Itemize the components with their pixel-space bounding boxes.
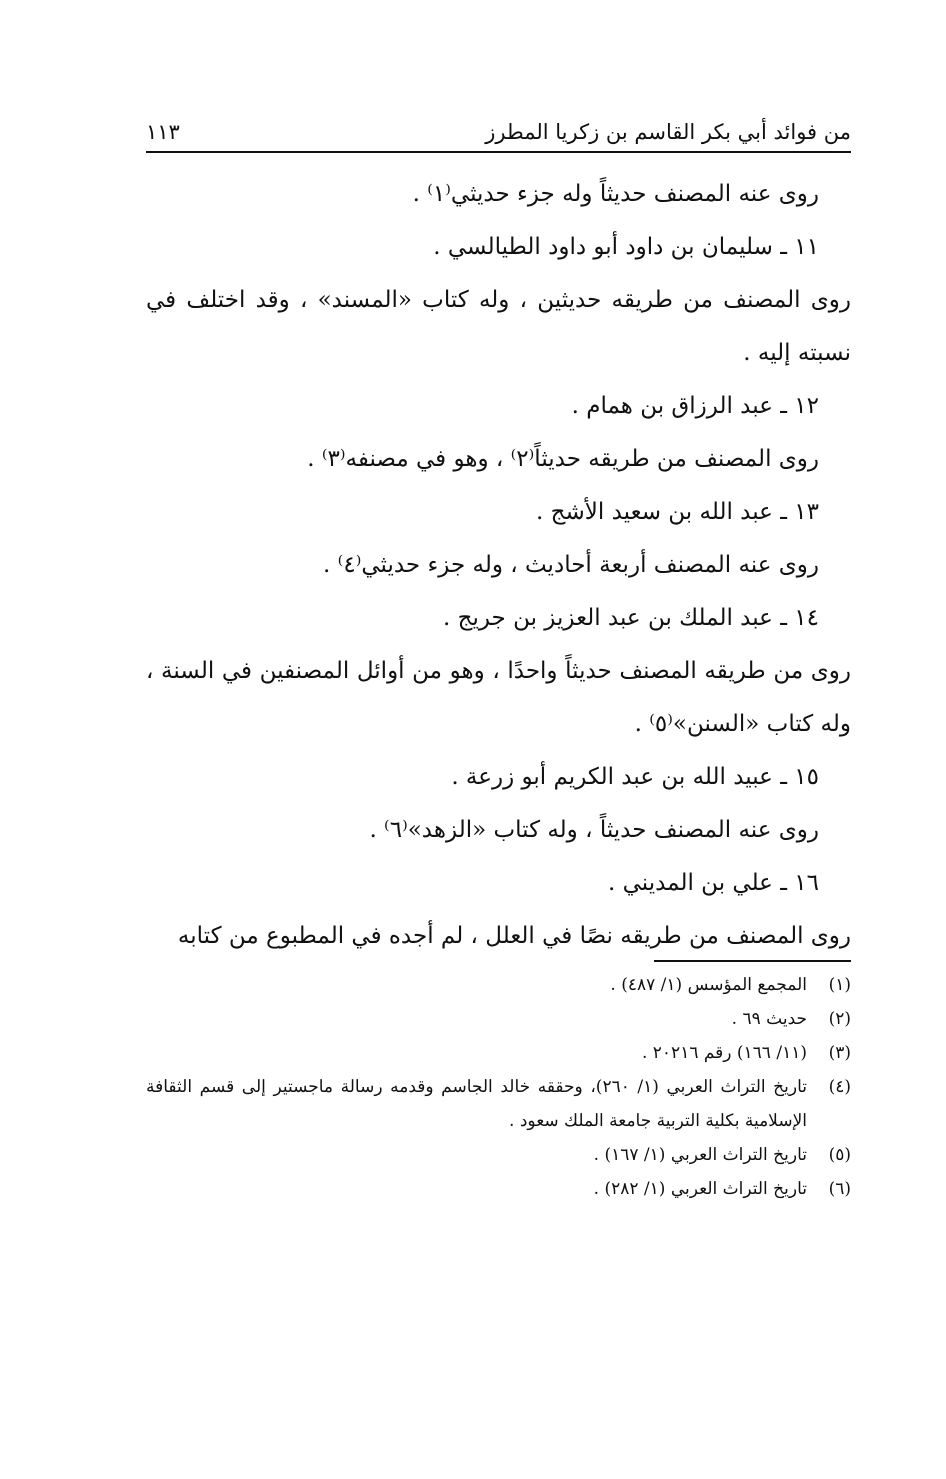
footnote-text: المجمع المؤسس (١/ ٤٨٧) . bbox=[610, 975, 807, 995]
footnote-number: (٣) bbox=[828, 1043, 851, 1063]
paragraph: روى عنه المصنف حديثاً وله جزء حديثي⁽١⁾ . bbox=[412, 181, 819, 207]
main-text bbox=[146, 168, 851, 963]
footnote-number: (٢) bbox=[828, 1009, 851, 1029]
entry-heading: ١٤ ـ عبد الملك بن عبد العزيز بن جريج . bbox=[443, 605, 819, 631]
entry-heading: ١٣ ـ عبد الله بن سعيد الأشج . bbox=[536, 499, 819, 525]
footnote bbox=[146, 1172, 851, 1206]
footnote bbox=[146, 1070, 851, 1138]
footnote bbox=[146, 968, 851, 1002]
footnote-text: تاريخ التراث العربي (١/ ٢٦٠)، وحققه خالد الجاسم وقدمه رسالة ماجستير إلى قسم الثقافة الإسلامية بكلية التربية جامعة الملك سعود . bbox=[146, 1077, 807, 1131]
footnote bbox=[146, 1138, 851, 1172]
entry-heading: ١٥ ـ عبيد الله بن عبد الكريم أبو زرعة . bbox=[451, 764, 819, 790]
paragraph: روى المصنف من طريقه حديثاً⁽٢⁾ ، وهو في مصنفه⁽٣⁾ . bbox=[307, 446, 819, 472]
running-title: من فوائد أبي بكر القاسم بن زكريا المطرز bbox=[485, 120, 851, 144]
footnote-separator bbox=[654, 960, 851, 962]
entry-heading: ١١ ـ سليمان بن داود أبو داود الطيالسي . bbox=[433, 234, 819, 260]
header-rule bbox=[146, 151, 851, 153]
footnote bbox=[146, 1036, 851, 1070]
footnote-text: (١١/ ١٦٦) رقم ٢٠٢١٦ . bbox=[641, 1043, 807, 1063]
footnote-number: (٦) bbox=[828, 1179, 851, 1199]
paragraph: روى عنه المصنف حديثاً ، وله كتاب «الزهد»⁽٦⁾ . bbox=[369, 817, 819, 843]
footnote-number: (٤) bbox=[828, 1077, 851, 1097]
footnotes bbox=[146, 968, 851, 1206]
footnote-text: تاريخ التراث العربي (١/ ١٦٧) . bbox=[593, 1145, 807, 1165]
page-header bbox=[146, 112, 851, 152]
page-number: ١١٣ bbox=[146, 120, 180, 144]
entry-heading: ١٦ ـ علي بن المديني . bbox=[607, 870, 819, 896]
paragraph: روى المصنف من طريقه حديثين ، وله كتاب «المسند» ، وقد اختلف في نسبته إليه . bbox=[146, 287, 851, 366]
paragraph: روى المصنف من طريقه نصًا في العلل ، لم أجده في المطبوع من كتابه bbox=[177, 923, 851, 949]
footnote-text: حديث ٦٩ . bbox=[731, 1009, 807, 1029]
paragraph: روى من طريقه المصنف حديثاً واحدًا ، وهو من أوائل المصنفين في السنة ، وله كتاب «السنن»⁽٥⁾ . bbox=[146, 658, 851, 737]
footnote-number: (٥) bbox=[828, 1145, 851, 1165]
footnote bbox=[146, 1002, 851, 1036]
paragraph: روى عنه المصنف أربعة أحاديث ، وله جزء حديثي⁽٤⁾ . bbox=[323, 552, 819, 578]
footnote-number: (١) bbox=[828, 975, 851, 995]
entry-heading: ١٢ ـ عبد الرزاق بن همام . bbox=[571, 393, 819, 419]
footnote-text: تاريخ التراث العربي (١/ ٢٨٢) . bbox=[593, 1179, 807, 1199]
